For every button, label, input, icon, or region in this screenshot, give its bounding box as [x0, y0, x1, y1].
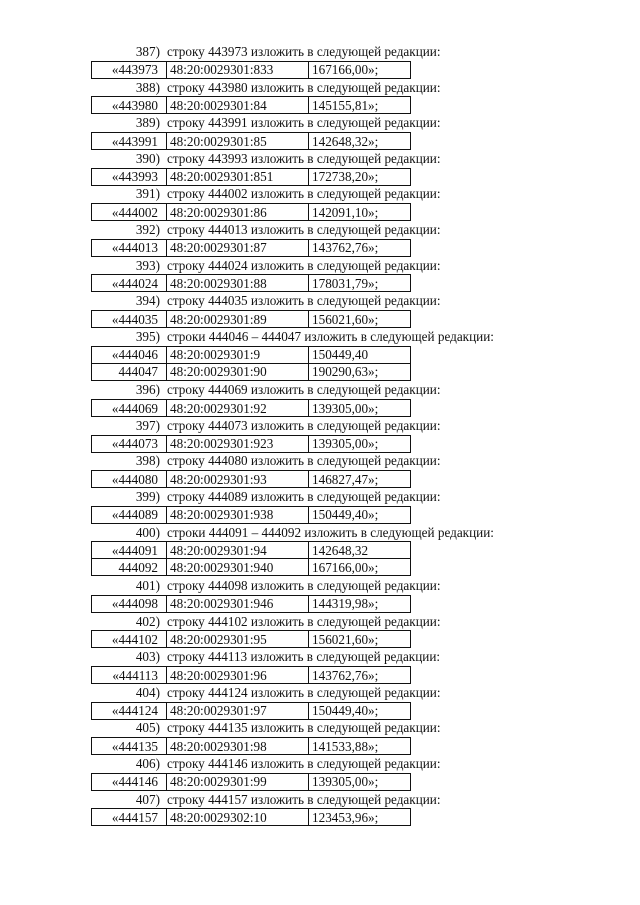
cadastral-number-cell: 48:20:0029301:97	[167, 702, 309, 719]
cadastral-number-cell: 48:20:0029301:87	[167, 239, 309, 256]
cadastral-number-cell: 48:20:0029301:9	[167, 346, 309, 363]
amendment-table	[91, 203, 411, 221]
amendment-table	[91, 310, 411, 328]
amendment-instruction: строку 444157 изложить в следующей редакции:	[167, 791, 441, 807]
amendment-number: 402)	[135, 613, 160, 629]
amendment-heading	[0, 115, 640, 131]
value-cell: 141533,88»;	[309, 738, 411, 755]
cadastral-number-cell: 48:20:0029301:851	[167, 168, 309, 185]
amendment-heading	[0, 44, 640, 60]
amendment-instruction: строку 444002 изложить в следующей редакции:	[167, 186, 441, 202]
cadastral-number-cell: 48:20:0029301:98	[167, 738, 309, 755]
value-cell: 123453,96»;	[309, 809, 411, 826]
amendment-table	[91, 737, 411, 755]
amendment-number: 396)	[135, 382, 160, 398]
row-code-cell: «444080	[92, 471, 167, 488]
table-row	[92, 435, 411, 452]
table-row	[92, 239, 411, 256]
cadastral-number-cell: 48:20:0029301:86	[167, 204, 309, 221]
amendment-table	[91, 702, 411, 720]
cadastral-number-cell: 48:20:0029301:84	[167, 97, 309, 114]
amendment-instruction: строку 444124 изложить в следующей редакции:	[167, 684, 441, 700]
amendment-number: 389)	[135, 115, 160, 131]
amendment-table	[91, 168, 411, 186]
table-row	[92, 809, 411, 826]
amendment-table	[91, 541, 411, 576]
amendment-heading	[0, 293, 640, 309]
row-code-cell: «444102	[92, 631, 167, 648]
amendment-instruction: строку 444073 изложить в следующей редакции:	[167, 417, 441, 433]
amendment-table	[91, 61, 411, 79]
amendment-number: 394)	[135, 293, 160, 309]
cadastral-number-cell: 48:20:0029301:85	[167, 133, 309, 150]
amendment-number: 401)	[135, 578, 160, 593]
table-row	[92, 667, 411, 684]
table-row	[92, 631, 411, 648]
value-cell: 139305,00»;	[309, 773, 411, 790]
value-cell: 167166,00»;	[309, 61, 411, 78]
value-cell: 146827,47»;	[309, 471, 411, 488]
cadastral-number-cell: 48:20:0029301:938	[167, 506, 309, 523]
value-cell: 150449,40	[309, 346, 411, 363]
table-row	[92, 311, 411, 328]
amendment-heading	[0, 685, 640, 701]
row-code-cell: «443993	[92, 168, 167, 185]
table-row	[92, 97, 411, 114]
cadastral-number-cell: 48:20:0029302:10	[167, 809, 309, 826]
amendment-number: 388)	[135, 79, 160, 95]
cadastral-number-cell: 48:20:0029301:90	[167, 363, 309, 380]
cadastral-number-cell: 48:20:0029301:94	[167, 542, 309, 559]
amendment-instruction: строку 444098 изложить в следующей редакции:	[167, 578, 441, 593]
cadastral-number-cell: 48:20:0029301:95	[167, 631, 309, 648]
table-row	[92, 363, 411, 380]
table-row	[92, 595, 411, 612]
cadastral-number-cell: 48:20:0029301:92	[167, 400, 309, 417]
table-row	[92, 204, 411, 221]
amendment-number: 400)	[135, 524, 160, 540]
amendment-heading	[0, 720, 640, 736]
row-code-cell: 444047	[92, 363, 167, 380]
table-row	[92, 168, 411, 185]
amendment-instruction: строку 444013 изложить в следующей редакции:	[167, 222, 441, 237]
amendment-instruction: строку 444146 изложить в следующей редакции:	[167, 756, 441, 771]
amendment-number: 391)	[135, 186, 160, 202]
amendment-heading	[0, 329, 640, 345]
value-cell: 142648,32»;	[309, 133, 411, 150]
amendment-number: 393)	[135, 257, 160, 273]
row-code-cell: «444146	[92, 773, 167, 790]
row-code-cell: «444069	[92, 400, 167, 417]
amendment-heading	[0, 258, 640, 274]
amendment-table	[91, 470, 411, 488]
table-row	[92, 275, 411, 292]
table-row	[92, 61, 411, 78]
amendment-heading	[0, 80, 640, 96]
amendment-instruction: строку 444035 изложить в следующей редакции:	[167, 293, 441, 309]
cadastral-number-cell: 48:20:0029301:96	[167, 667, 309, 684]
table-row	[92, 471, 411, 488]
amendment-instruction: строку 444069 изложить в следующей редакции:	[167, 382, 441, 398]
row-code-cell: «444135	[92, 738, 167, 755]
amendment-table	[91, 773, 411, 791]
row-code-cell: «444002	[92, 204, 167, 221]
amendment-instruction: строку 444135 изложить в следующей редакции:	[167, 720, 441, 736]
amendment-instruction: строку 443973 изложить в следующей редакции:	[167, 44, 441, 59]
row-code-cell: «444091	[92, 542, 167, 559]
table-row	[92, 542, 411, 559]
amendment-table	[91, 666, 411, 684]
table-row	[92, 133, 411, 150]
amendment-number: 392)	[135, 222, 160, 237]
value-cell: 143762,76»;	[309, 239, 411, 256]
amendment-instruction: строку 444024 изложить в следующей редакции:	[167, 257, 441, 273]
amendment-table	[91, 346, 411, 381]
amendment-heading	[0, 418, 640, 434]
amendment-table	[91, 274, 411, 292]
amendment-heading	[0, 382, 640, 398]
amendment-instruction: строки 444091 – 444092 изложить в следующей редакции:	[167, 524, 494, 540]
table-row	[92, 506, 411, 523]
amendment-instruction: строку 443993 изложить в следующей редакции:	[167, 150, 441, 166]
row-code-cell: «444046	[92, 346, 167, 363]
table-row	[92, 773, 411, 790]
amendment-number: 406)	[135, 756, 160, 771]
row-code-cell: «443980	[92, 97, 167, 114]
table-row	[92, 738, 411, 755]
value-cell: 167166,00»;	[309, 559, 411, 576]
value-cell: 178031,79»;	[309, 275, 411, 292]
amendment-table	[91, 808, 411, 826]
row-code-cell: «444157	[92, 809, 167, 826]
value-cell: 156021,60»;	[309, 311, 411, 328]
value-cell: 172738,20»;	[309, 168, 411, 185]
row-code-cell: «444035	[92, 311, 167, 328]
value-cell: 143762,76»;	[309, 667, 411, 684]
row-code-cell: «444098	[92, 595, 167, 612]
table-row	[92, 559, 411, 576]
amendment-number: 397)	[135, 417, 160, 433]
row-code-cell: «443991	[92, 133, 167, 150]
cadastral-number-cell: 48:20:0029301:89	[167, 311, 309, 328]
value-cell: 190290,63»;	[309, 363, 411, 380]
amendment-number: 387)	[135, 44, 160, 59]
amendment-table	[91, 239, 411, 257]
amendment-instruction: строку 444089 изложить в следующей редакции:	[167, 489, 441, 504]
row-code-cell: «443973	[92, 61, 167, 78]
amendment-heading	[0, 649, 640, 665]
amendment-number: 390)	[135, 150, 160, 166]
amendment-instruction: строку 443980 изложить в следующей редакции:	[167, 79, 441, 95]
amendment-table	[91, 435, 411, 453]
amendment-heading	[0, 756, 640, 772]
row-code-cell: «444024	[92, 275, 167, 292]
amendment-instruction: строку 444113 изложить в следующей редакции:	[167, 649, 441, 665]
amendment-number: 403)	[135, 649, 160, 665]
amendment-number: 399)	[135, 489, 160, 504]
row-code-cell: «444124	[92, 702, 167, 719]
table-row	[92, 400, 411, 417]
amendment-number: 407)	[135, 791, 160, 807]
row-code-cell: «444073	[92, 435, 167, 452]
value-cell: 139305,00»;	[309, 435, 411, 452]
amendment-number: 395)	[135, 328, 160, 344]
cadastral-number-cell: 48:20:0029301:940	[167, 559, 309, 576]
row-code-cell: «444013	[92, 239, 167, 256]
amendment-heading	[0, 186, 640, 202]
amendment-heading	[0, 453, 640, 469]
cadastral-number-cell: 48:20:0029301:923	[167, 435, 309, 452]
amendment-heading	[0, 151, 640, 167]
amendment-heading	[0, 578, 640, 594]
amendment-number: 405)	[135, 720, 160, 736]
amendment-heading	[0, 525, 640, 541]
value-cell: 142091,10»;	[309, 204, 411, 221]
cadastral-number-cell: 48:20:0029301:88	[167, 275, 309, 292]
amendment-heading	[0, 489, 640, 505]
amendment-heading	[0, 222, 640, 238]
table-row	[92, 702, 411, 719]
amendment-instruction: строки 444046 – 444047 изложить в следующей редакции:	[167, 328, 494, 344]
row-code-cell: 444092	[92, 559, 167, 576]
value-cell: 156021,60»;	[309, 631, 411, 648]
row-code-cell: «444089	[92, 506, 167, 523]
amendment-number: 398)	[135, 453, 160, 469]
value-cell: 139305,00»;	[309, 400, 411, 417]
amendment-table	[91, 630, 411, 648]
amendment-table	[91, 96, 411, 114]
amendment-table	[91, 132, 411, 150]
amendment-table	[91, 595, 411, 613]
table-row	[92, 346, 411, 363]
amendment-instruction: строку 444102 изложить в следующей редакции:	[167, 613, 441, 629]
amendment-heading	[0, 792, 640, 808]
cadastral-number-cell: 48:20:0029301:99	[167, 773, 309, 790]
amendment-number: 404)	[135, 684, 160, 700]
row-code-cell: «444113	[92, 667, 167, 684]
amendment-instruction: строку 443991 изложить в следующей редакции:	[167, 115, 441, 131]
cadastral-number-cell: 48:20:0029301:946	[167, 595, 309, 612]
value-cell: 150449,40»;	[309, 506, 411, 523]
value-cell: 145155,81»;	[309, 97, 411, 114]
amendment-instruction: строку 444080 изложить в следующей редакции:	[167, 453, 441, 469]
value-cell: 142648,32	[309, 542, 411, 559]
value-cell: 144319,98»;	[309, 595, 411, 612]
value-cell: 150449,40»;	[309, 702, 411, 719]
amendment-table	[91, 506, 411, 524]
cadastral-number-cell: 48:20:0029301:833	[167, 61, 309, 78]
cadastral-number-cell: 48:20:0029301:93	[167, 471, 309, 488]
amendment-table	[91, 399, 411, 417]
amendment-heading	[0, 614, 640, 630]
